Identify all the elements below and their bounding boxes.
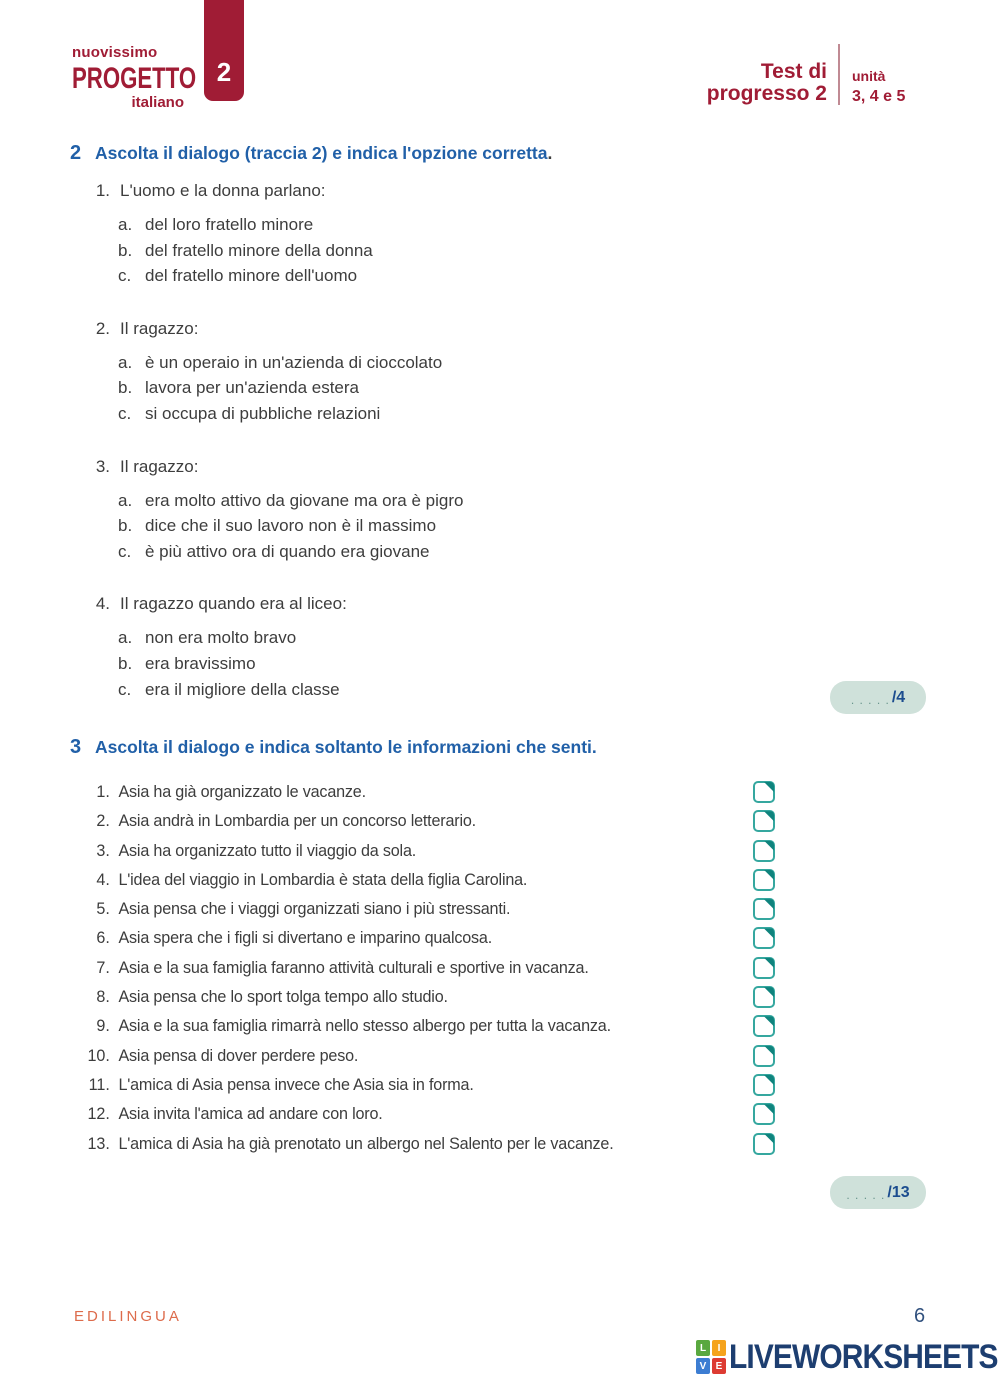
option-text: è un operaio in un'azienda di cioccolato [145,352,443,372]
liveworksheets-wordmark: LIVEWORKSHEETS [729,1338,998,1376]
score-max: /13 [887,1183,910,1201]
unit-label: unità [852,68,886,84]
question-4-option-a[interactable] [70,625,860,651]
statement-row-3 [70,840,775,862]
statement-row-11 [70,1074,775,1096]
question-3 [70,457,860,565]
question-3-option-b[interactable] [70,513,860,539]
score-dots: . . . . . [850,692,890,707]
progetto-italiano-logo [72,44,197,111]
question-stem: Il ragazzo: [120,318,199,338]
statement-row-4 [70,869,775,891]
test-title [640,61,827,104]
question-1-option-b[interactable] [70,238,860,264]
option-text: si occupa di pubbliche relazioni [145,403,381,423]
exercise-2-number: 2 [70,142,82,164]
statement-4-checkbox[interactable] [753,869,775,891]
statement-6-checkbox[interactable] [753,927,775,949]
tile-e: E [712,1358,726,1374]
option-letter: b. [118,516,133,536]
statement-number: 4. [96,869,110,889]
option-letter: a. [118,215,133,234]
option-text: era il migliore della classe [145,679,340,699]
question-1-option-c[interactable] [70,263,860,289]
statement-7-checkbox[interactable] [753,957,775,979]
statement-number: 12. [87,1104,110,1124]
statement-text: Asia invita l'amica ad andare con loro. [118,1104,383,1124]
question-number: 3. [95,456,110,476]
level-badge [204,0,244,101]
score-box-exercise-2 [830,681,926,714]
statement-text: L'amica di Asia ha già prenotato un albergo nel Salento per le vacanze. [118,1133,614,1153]
header-divider [838,44,840,105]
option-letter: b. [118,240,133,260]
question-4-option-c[interactable] [70,677,860,703]
exercise-2-instruction: Ascolta il dialogo (traccia 2) e indica l'opzione corretta. [95,143,553,163]
option-letter: a. [118,490,133,510]
statement-1-checkbox[interactable] [753,781,775,803]
question-4-option-b[interactable] [70,651,860,677]
option-letter: a. [118,628,133,648]
question-2-option-a[interactable] [70,350,860,376]
question-number: 4. [95,594,110,614]
question-number: 1. [95,181,110,200]
unit-block [852,68,905,106]
statement-row-12 [70,1103,775,1125]
tile-l: L [696,1340,710,1356]
liveworksheets-icon [696,1340,726,1374]
liveworksheets-logo [696,1340,1000,1374]
option-text: non era molto bravo [145,628,297,648]
statement-11-checkbox[interactable] [753,1074,775,1096]
option-text: è più attivo ora di quando era giovane [145,541,430,561]
question-4 [70,594,860,702]
question-2-option-b[interactable] [70,375,860,401]
brand-line-nuovissimo: nuovissimo [72,44,158,61]
statement-2-checkbox[interactable] [753,810,775,832]
statement-number: 13. [87,1133,110,1153]
statement-row-8 [70,986,775,1008]
question-1 [70,181,860,289]
option-letter: c. [118,679,132,699]
exercise-2-heading [70,142,860,165]
statement-number: 11. [88,1074,110,1094]
statement-12-checkbox[interactable] [753,1103,775,1125]
statement-10-checkbox[interactable] [753,1045,775,1067]
statement-text: Asia ha già organizzato le vacanze. [118,782,366,801]
exercise-3-instruction: Ascolta il dialogo e indica soltanto le informazioni che senti. [95,737,597,757]
statement-9-checkbox[interactable] [753,1015,775,1037]
statement-row-6 [70,927,775,949]
statement-text: Asia pensa che lo sport tolga tempo allo studio. [118,987,448,1007]
option-letter: c. [118,541,132,561]
option-letter: b. [118,653,133,673]
question-stem: L'uomo e la donna parlano: [120,181,326,200]
score-dots: . . . . . [846,1187,886,1202]
statement-text: Asia ha organizzato tutto il viaggio da sola. [118,840,417,860]
statement-text: L'idea del viaggio in Lombardia è stata della figlia Carolina. [118,869,528,889]
statement-number: 1. [96,782,110,801]
statement-list [70,781,775,1155]
statement-text: Asia e la sua famiglia rimarrà nello stesso albergo per tutta la vacanza. [118,1016,611,1036]
statement-number: 3. [96,840,110,860]
statement-5-checkbox[interactable] [753,898,775,920]
statement-row-5 [70,898,775,920]
option-text: lavora per un'azienda estera [145,378,359,398]
option-text: del fratello minore dell'uomo [145,266,358,286]
question-2-option-c[interactable] [70,401,860,427]
test-title-line2: progresso 2 [706,81,827,105]
unit-numbers: 3, 4 e 5 [852,88,906,105]
statement-number: 9. [96,1016,110,1036]
edilingua-logo: EDILINGUA [74,1308,182,1325]
brand-line-progetto: PROGETTO [72,62,197,95]
page-number: 6 [914,1305,926,1327]
score-max: /4 [891,688,906,706]
question-stem: Il ragazzo: [120,456,199,476]
option-letter: c. [118,403,132,423]
statement-text: L'amica di Asia pensa invece che Asia sia in forma. [118,1074,474,1094]
tile-v: V [696,1358,710,1374]
statement-text: Asia spera che i figli si divertano e imparino qualcosa. [118,928,493,948]
option-text: del loro fratello minore [145,215,314,234]
test-title-line1: Test di [760,60,827,83]
tile-i: I [712,1340,726,1356]
statement-number: 8. [96,987,110,1007]
statement-row-9 [70,1015,775,1037]
statement-row-2 [70,810,775,832]
statement-8-checkbox[interactable] [753,986,775,1008]
statement-number: 7. [96,957,110,977]
question-3-option-c[interactable] [70,539,860,565]
option-text: era bravissimo [145,653,256,673]
option-letter: a. [118,352,133,372]
option-letter: b. [118,378,133,398]
statement-text: Asia pensa che i viaggi organizzati siano i più stressanti. [118,899,511,919]
statement-row-13 [70,1133,775,1155]
level-badge-number: 2 [216,57,232,87]
statement-number: 5. [96,899,110,919]
statement-number: 6. [96,928,110,948]
statement-text: Asia andrà in Lombardia per un concorso letterario. [118,811,476,831]
question-3-option-a[interactable] [70,488,860,514]
option-text: del fratello minore della donna [145,240,373,260]
question-stem: Il ragazzo quando era al liceo: [120,594,347,614]
statement-row-10 [70,1045,775,1067]
option-letter: c. [118,266,132,286]
statement-text: Asia pensa di dover perdere peso. [118,1045,359,1065]
statement-row-1 [70,781,775,803]
exercise-3 [70,736,775,1162]
question-1-option-a[interactable] [70,212,860,238]
question-number: 2. [95,318,110,338]
exercise-2 [70,142,860,702]
exercise-3-number: 3 [70,736,82,758]
score-box-exercise-3 [830,1176,926,1209]
statement-row-7 [70,957,775,979]
option-text: era molto attivo da giovane ma ora è pigro [145,490,464,510]
instruction-period: . [547,143,553,163]
exercise-3-heading [70,736,775,759]
statement-13-checkbox[interactable] [753,1133,775,1155]
statement-text: Asia e la sua famiglia faranno attività culturali e sportive in vacanza. [118,957,589,977]
statement-number: 2. [96,811,110,831]
brand-line-italiano: italiano [131,94,184,111]
option-text: dice che il suo lavoro non è il massimo [145,516,437,536]
statement-number: 10. [87,1045,110,1065]
question-2 [70,319,860,427]
statement-3-checkbox[interactable] [753,840,775,862]
